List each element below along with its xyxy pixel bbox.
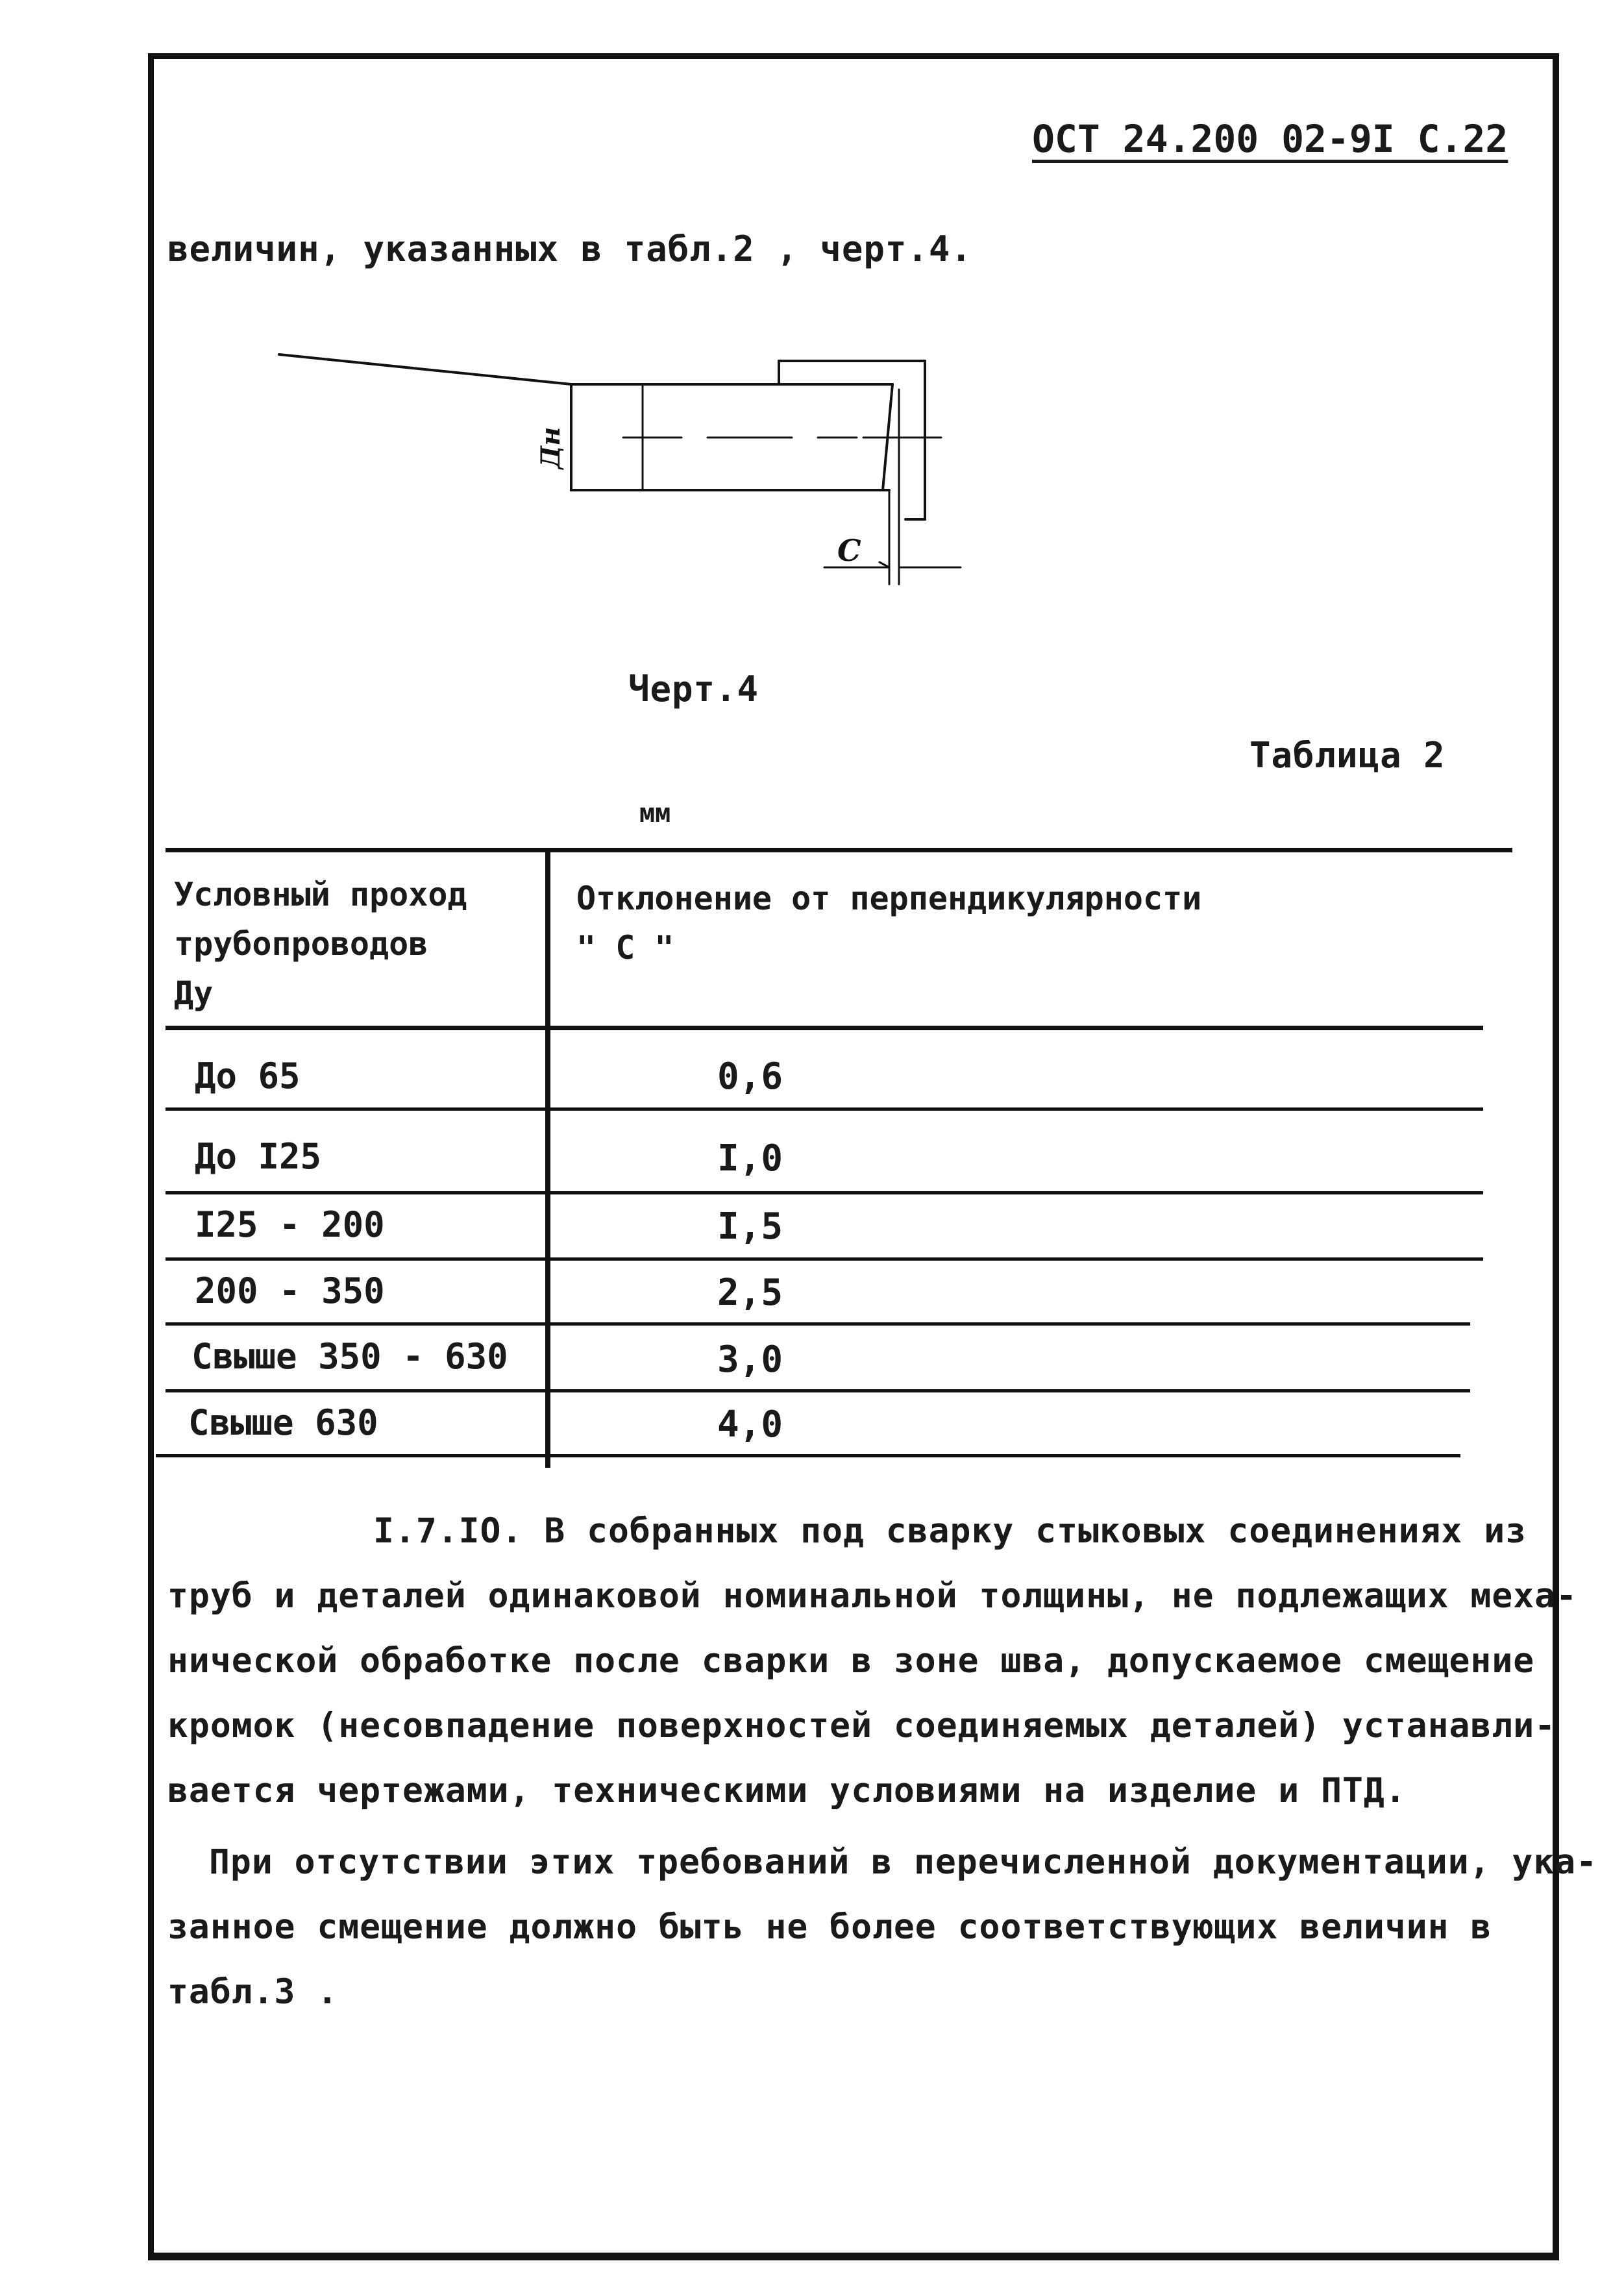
paragraph2-line2: занное смещение должно быть не более соответствующих величин в <box>167 1907 1492 1947</box>
c-label: С <box>837 533 861 568</box>
pipe-perpendicularity-drawing <box>0 0 1624 649</box>
table-bottom-rule <box>156 1454 1460 1457</box>
table-cell-dy: До I25 <box>195 1136 322 1177</box>
col1-header-line3: Ду <box>174 974 214 1012</box>
table-caption: Таблица 2 <box>1249 735 1446 776</box>
table-cell-dy: I25 - 200 <box>195 1204 385 1245</box>
table-cell-c: 3,0 <box>717 1339 783 1381</box>
table-cell-c: I,5 <box>717 1205 783 1248</box>
paragraph1-line5: вается чертежами, техническими условиями на изделие и ПТД. <box>167 1771 1407 1811</box>
paragraph1-line4: кромок (несовпадение поверхностей соединяемых деталей) устанавли- <box>167 1706 1556 1746</box>
table-cell-c: 4,0 <box>717 1403 783 1446</box>
paragraph1-line2: труб и деталей одинаковой номинальной толщины, не подлежащих меха- <box>167 1576 1577 1616</box>
row-rule <box>166 1107 1483 1111</box>
paragraph2-line1: При отсутствии этих требований в перечисленной документации, ука- <box>209 1842 1598 1882</box>
table-header-rule <box>166 1026 1483 1030</box>
col1-header-line1: Условный проход <box>174 876 467 913</box>
col2-header-line2: " С " <box>576 929 674 967</box>
table-cell-dy: 200 - 350 <box>195 1270 385 1311</box>
intro-line: величин, указанных в табл.2 , черт.4. <box>167 229 972 269</box>
col1-header-line2: трубопроводов <box>174 925 428 963</box>
paragraph2-line3: табл.3 . <box>167 1972 339 2012</box>
document-code: ОСТ 24.200 02-9I С.22 <box>1032 117 1508 161</box>
row-rule <box>166 1322 1470 1326</box>
table-units: мм <box>639 798 671 828</box>
table-cell-c: 2,5 <box>717 1272 783 1314</box>
diameter-label: Дн <box>535 426 566 469</box>
row-rule <box>166 1191 1483 1194</box>
col2-header-line1: Отклонение от перпендикулярности <box>576 880 1202 917</box>
paragraph1-line3: нической обработке после сварки в зоне шва, допускаемое смещение <box>167 1641 1535 1681</box>
paragraph1-line1: I.7.IO. В собранных под сварку стыковых соединениях из <box>373 1511 1527 1551</box>
table-top-rule <box>166 848 1512 852</box>
table-cell-dy: Свыше 630 <box>188 1402 378 1443</box>
table-cell-dy: Свыше 350 - 630 <box>191 1336 508 1377</box>
row-rule <box>166 1257 1483 1261</box>
table-column-divider <box>545 848 550 1468</box>
table-cell-dy: До 65 <box>195 1056 301 1096</box>
row-rule <box>166 1389 1470 1392</box>
table-cell-c: 0,6 <box>717 1056 783 1098</box>
drawing-caption: Черт.4 <box>628 669 759 710</box>
table-cell-c: I,0 <box>717 1137 783 1180</box>
